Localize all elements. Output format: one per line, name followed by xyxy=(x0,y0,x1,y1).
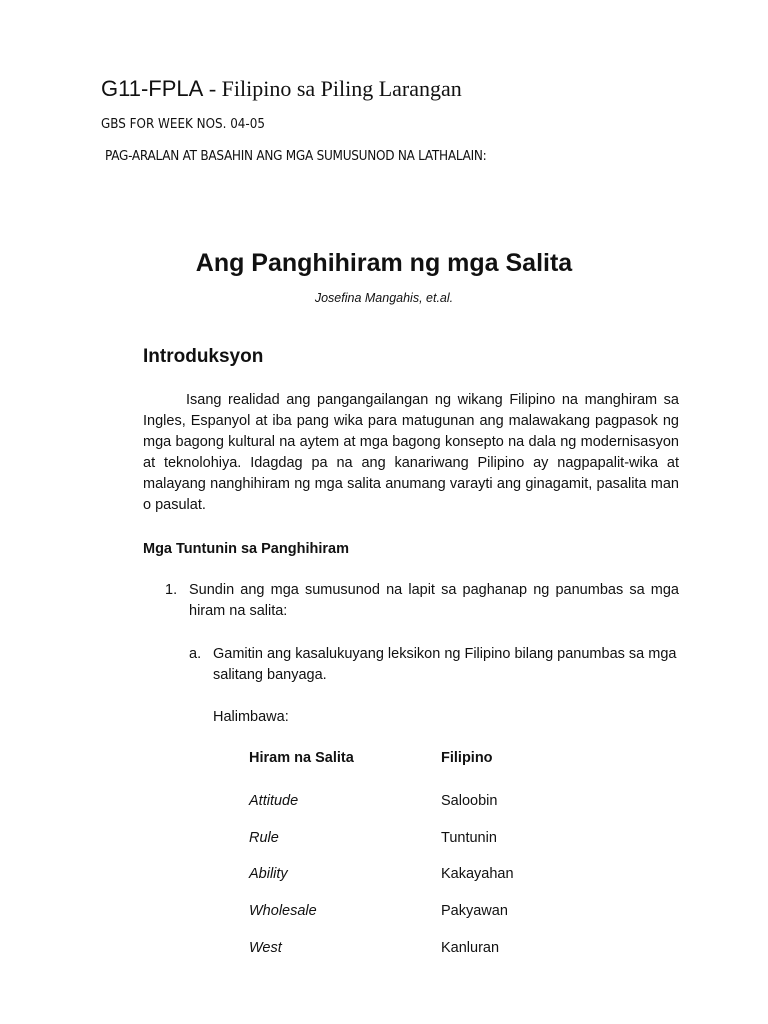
sub-item-letter: a. xyxy=(189,646,202,662)
course-separator: - xyxy=(203,76,222,101)
table-cell-loan: Wholesale xyxy=(249,903,317,919)
list-item-text: Sundin ang mga sumusunod na lapit sa paghanap ng panumbas sa mga hiram na salita: xyxy=(189,582,679,619)
week-numbers: GBS FOR WEEK NOS. 04-05 xyxy=(101,117,265,132)
table-cell-loan: Attitude xyxy=(249,793,299,809)
article-title: Ang Panghihiram ng mga Salita xyxy=(195,249,573,277)
table-header-loan: Hiram na Salita xyxy=(249,750,354,766)
intro-heading: Introduksyon xyxy=(143,346,264,367)
table-cell-filipino: Tuntunin xyxy=(441,830,497,846)
article-author: Josefina Mangahis, et.al. xyxy=(314,291,454,305)
course-title: Filipino sa Piling Larangan xyxy=(221,76,462,101)
table-header-filipino: Filipino xyxy=(441,750,493,766)
list-item-number: 1. xyxy=(165,582,178,598)
rules-heading: Mga Tuntunin sa Panghihiram xyxy=(143,541,349,557)
sub-item-text: Gamitin ang kasalukuyang leksikon ng Filipino bilang panumbas sa mga salitang banyaga. xyxy=(213,646,677,683)
table-cell-filipino: Kanluran xyxy=(441,940,500,956)
course-heading xyxy=(101,74,462,104)
table-cell-filipino: Saloobin xyxy=(441,793,498,809)
example-label: Halimbawa: xyxy=(213,709,289,725)
course-code: G11-FPLA xyxy=(101,76,204,101)
table-cell-filipino: Kakayahan xyxy=(441,866,514,882)
reading-instruction: PAG-ARALAN AT BASAHIN ANG MGA SUMUSUNOD NA LATHALAIN: xyxy=(105,149,487,164)
table-cell-loan: Rule xyxy=(249,830,279,846)
table-cell-loan: West xyxy=(249,940,282,956)
intro-paragraph: Isang realidad ang pangangailangan ng wikang Filipino na manghiram sa Ingles, Espanyol at iba pang wika para matugunan ang malawakang pagpasok ng mga bagong kultural na aytem at mga bagong konsepto na dala ng modernisasyon at teknolohiya. Idagdag pa na ang kanariwang Pilipino ay nagpapalit-wika at malayang nanghihiram ng mga salita anumang varayti ang ginagamit, pasalita man o pasulat. xyxy=(143,392,679,513)
table-cell-filipino: Pakyawan xyxy=(441,903,508,919)
table-cell-loan: Ability xyxy=(249,866,288,882)
